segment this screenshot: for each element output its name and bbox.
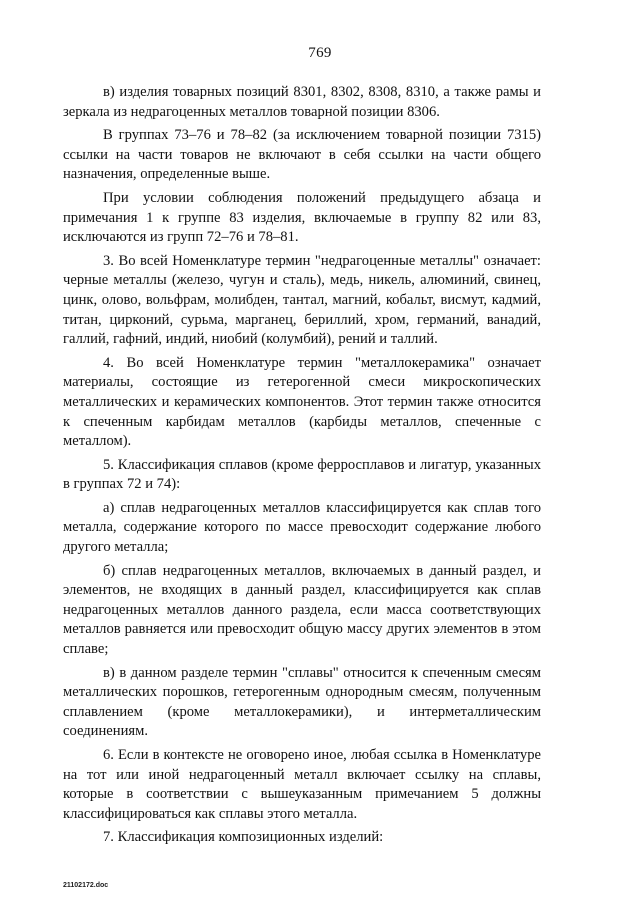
paragraph-exclusion: При условии соблюдения положений предыдущего абзаца и примечания 1 к группе 83 изделия, включаемые в группу 82 или 83, исключаются из групп 72–76 и 78–81. <box>63 189 541 246</box>
paragraph-note-5-alloys: 5. Классификация сплавов (кроме ферросплавов и лигатур, указанных в группах 72 и 74): <box>63 456 541 493</box>
paragraph-parts-reference: В группах 73–76 и 78–82 (за исключением товарной позиции 7315) ссылки на части товаров не включают в себя ссылки на части общего назначения, определенные выше. <box>63 127 541 183</box>
paragraph-note-4-cermets: 4. Во всей Номенклатуре термин "металлокерамика" означает материалы, состоящие из гетерогенной смеси микроскопических металлических и керамических компонентов. Этот термин также относится к спеченным карбидам металлов (карбиды металлов, спеченные с металлом). <box>63 354 541 450</box>
paragraph-note-3-base-metals: 3. Во всей Номенклатуре термин "недрагоценные металлы" означает: черные металлы (железо, чугун и сталь), медь, никель, алюминий, свинец, цинк, олово, вольфрам, молибден, тантал, магний, кобальт, висмут, кадмий, титан, цирконий, сурьма, марганец, бериллий, хром, германий, ванадий, галлий, гафний, индий, ниобий (колумбий), рений и таллий. <box>63 252 541 348</box>
document-body <box>63 83 541 852</box>
paragraph-item-v-goods: в) изделия товарных позиций 8301, 8302, 8308, 8310, а также рамы и зеркала из недрагоценных металлов товарной позиции 8306. <box>63 84 541 120</box>
page-number: 769 <box>308 45 332 61</box>
paragraph-note-7: 7. Классификация композиционных изделий: <box>103 829 384 846</box>
paragraph-note-5v: в) в данном разделе термин "сплавы" относится к спеченным смесям металлических порошков, гетерогенным однородным смесям, полученным сплавлением (кроме металлокерамики), и интерметаллическим соединениям. <box>63 664 541 740</box>
paragraph-note-5a: а) сплав недрагоценных металлов классифицируется как сплав того металла, содержание которого по массе превосходит содержание любого другого металла; <box>63 499 541 556</box>
footer-document-filename: 21102172.doc <box>63 882 109 889</box>
paragraph-note-5b: б) сплав недрагоценных металлов, включаемых в данный раздел, и элементов, не входящих в данный раздел, классифицируется как сплав недрагоценных металлов данного раздела, если масса соответствующих металлов равняется или превосходит общую массу других элементов в этом сплаве; <box>63 562 541 658</box>
paragraph-note-6: 6. Если в контексте не оговорено иное, любая ссылка в Номенклатуре на тот или иной недрагоценный металл включает ссылку на сплавы, которые в соответствии с вышеуказанным примечанием 5 должны классифицироваться как сплавы этого металла. <box>63 747 541 822</box>
